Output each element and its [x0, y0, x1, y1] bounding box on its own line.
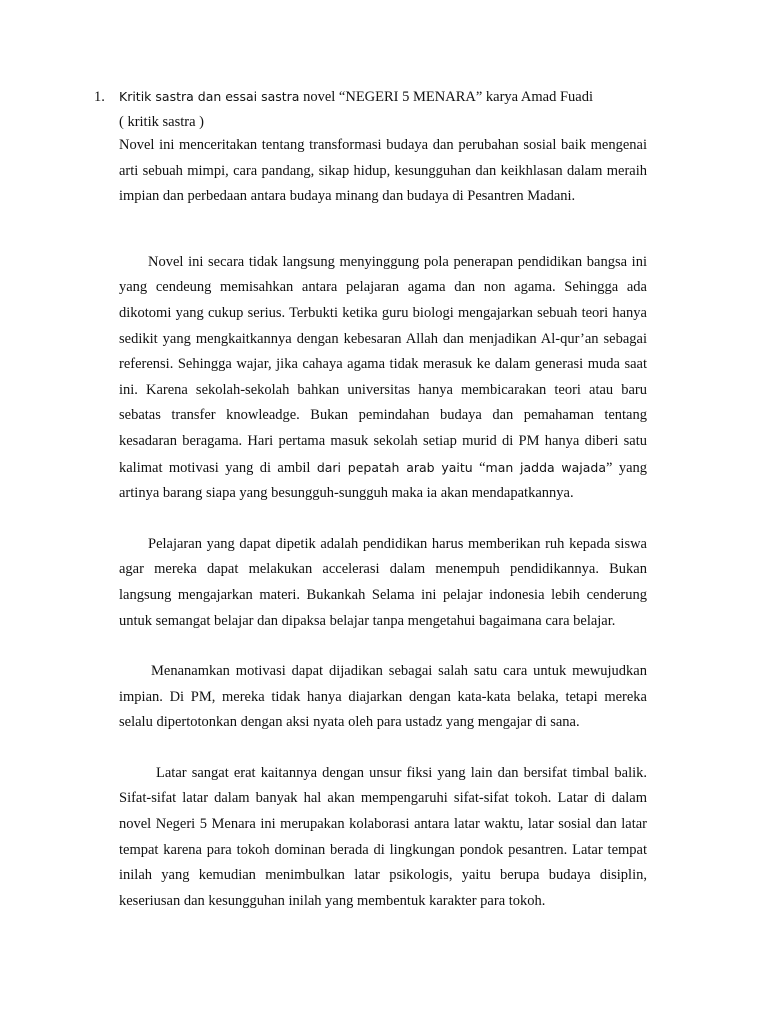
paragraph-education-text-a: Novel ini secara tidak langsung menyinggung pola penerapan pendidikan bangsa ini yang cendeung memisahkan antara pelajaran agama dan non agama. Sehingga ada dikotomi yang cukup serius. Terbukti ketika guru biologi mengajarkan sebuah teori hanya sedikit yang mengkaitkannya dengan kebesaran Allah dan menjadikan Al-qur’an sebagai referensi. Sehingga wajar, jika cahaya agama tidak merasuk ke dalam generasi muda saat ini. Karena sekolah-sekolah bahkan universitas hanya membicarakan teori atau baru sebatas transfer knowleadge. Bukan pemindahan budaya dan pemahaman tentang kesadaran beragama. Hari pertama masuk sekolah setiap murid di PM hanya diberi satu kalimat motivasi yang di ambil [119, 253, 647, 476]
paragraph-motivation: Menanamkan motivasi dapat dijadikan sebagai salah satu cara untuk mewujudkan impian. Di PM, mereka tidak hanya diajarkan dengan kata-kata belaka, tetapi mereka selalu dipertotonkan dengan aksi nyata oleh para ustadz yang mengajar di sana. [119, 663, 647, 731]
paragraph-lesson: Pelajaran yang dapat dipetik adalah pendidikan harus memberikan ruh kepada siswa agar mereka dapat melakukan accelerasi dalam menempuh pendidikannya. Bukan langsung mengajarkan materi. Bukankah Selama ini pelajar indonesia lebih cenderung untuk semangat belajar dan dipaksa belajar tanpa mengetahui bagaimana cara belajar. [119, 535, 647, 629]
document-subtitle: ( kritik sastra ) [119, 114, 204, 130]
paragraph-setting: Latar sangat erat kaitannya dengan unsur fiksi yang lain dan bersifat timbal balik. Sifat-sifat latar dalam banyak hal akan mempengaruhi sifat-sifat tokoh. Latar di dalam novel Negeri 5 Menara ini merupakan kolaborasi antara latar waktu, latar sosial dan latar tempat karena para tokoh dominan berada di lingkungan pondok pesantren. Latar tempat inilah yang kemudian menimbulkan latar psikologis, yaitu berupa budaya disiplin, keseriusan dan kesungguhan inilah yang membentuk karakter para tokoh. [119, 764, 647, 909]
title-part-a: Kritik sastra dan essai sastra [119, 89, 300, 104]
paragraph-education [119, 250, 647, 507]
list-item-number: 1. [94, 89, 105, 105]
document-content [119, 86, 647, 914]
paragraph-education-quote-open: “ [472, 459, 486, 476]
document-title [119, 86, 647, 108]
paragraph-education-motto: man jadda wajada [485, 459, 607, 475]
paragraph-intro: Novel ini menceritakan tentang transformasi budaya dan perubahan sosial baik mengenai arti sebuah mimpi, cara pandang, sikap hidup, kesungguhan dan keikhlasan dalam meraih impian dan perbedaan antara budaya minang dan budaya di Pesantren Madani. [119, 137, 647, 205]
title-part-b: novel “NEGERI 5 MENARA” karya Amad Fuadi [299, 89, 594, 105]
paragraph-education-sans-a: dari pepatah arab yaitu [316, 459, 473, 475]
paragraph-education-text-b: ” yang artinya barang siapa yang besungguh-sungguh maka ia akan mendapatkannya. [119, 459, 648, 502]
